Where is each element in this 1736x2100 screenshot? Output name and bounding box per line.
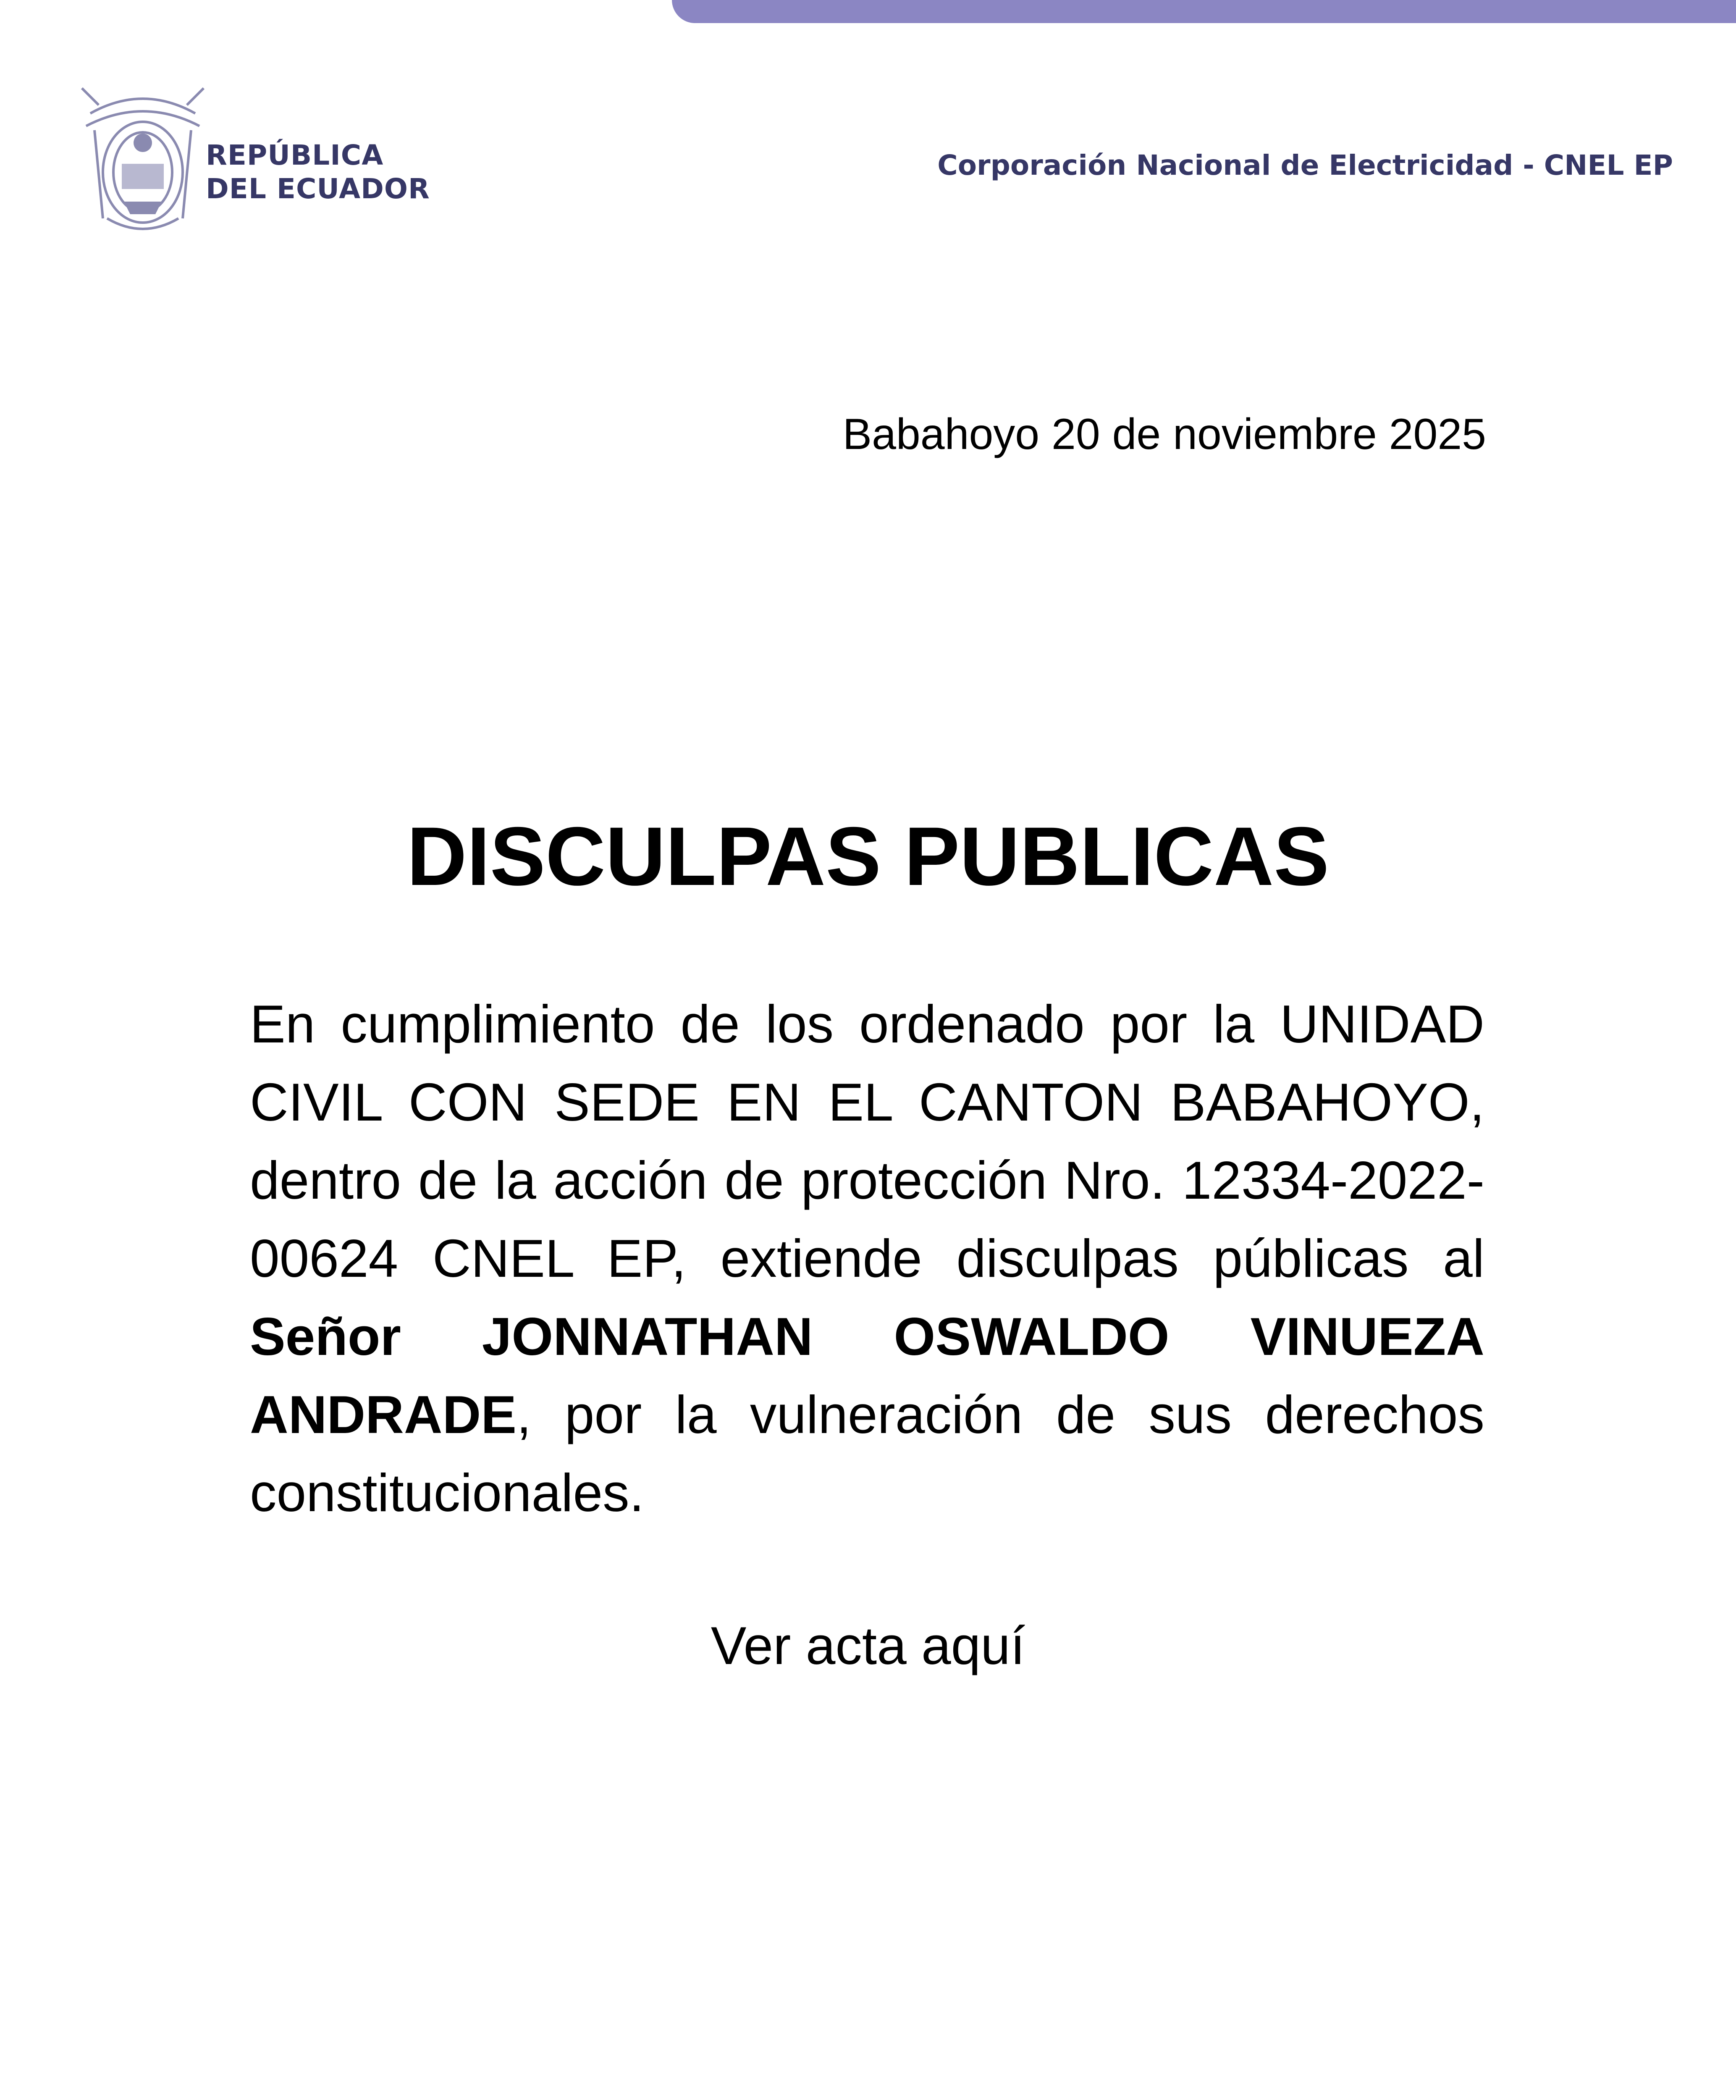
body-text-part-1: En cumplimiento de los ordenado por la UNIDAD CIVIL CON SEDE EN EL CANTON BABAHOYO, dentro de la acción de protección Nro. 12334-2022-00624 CNEL EP, extiende disculpas públicas al [250, 994, 1484, 1288]
coat-of-arms-icon [73, 80, 212, 239]
body-text-part-2: , por la vulneración de sus derechos constitucionales. [250, 1385, 1484, 1522]
republic-name [206, 139, 430, 206]
letter-title: DISCULPAS PUBLICAS [406, 810, 1330, 903]
top-accent-bar [672, 0, 1736, 23]
organization-name: Corporación Nacional de Electricidad - CNEL EP [937, 149, 1673, 181]
view-act-link[interactable]: Ver acta aquí [711, 1616, 1025, 1675]
republic-line-2: DEL ECUADOR [206, 173, 430, 205]
letter-date: Babahoyo 20 de noviembre 2025 [842, 410, 1486, 459]
republic-line-1: REPÚBLICA [206, 139, 384, 171]
body-text-bold-name: Señor JONNATHAN OSWALDO VINUEZA ANDRADE [250, 1307, 1484, 1444]
letter-body [250, 985, 1484, 1532]
